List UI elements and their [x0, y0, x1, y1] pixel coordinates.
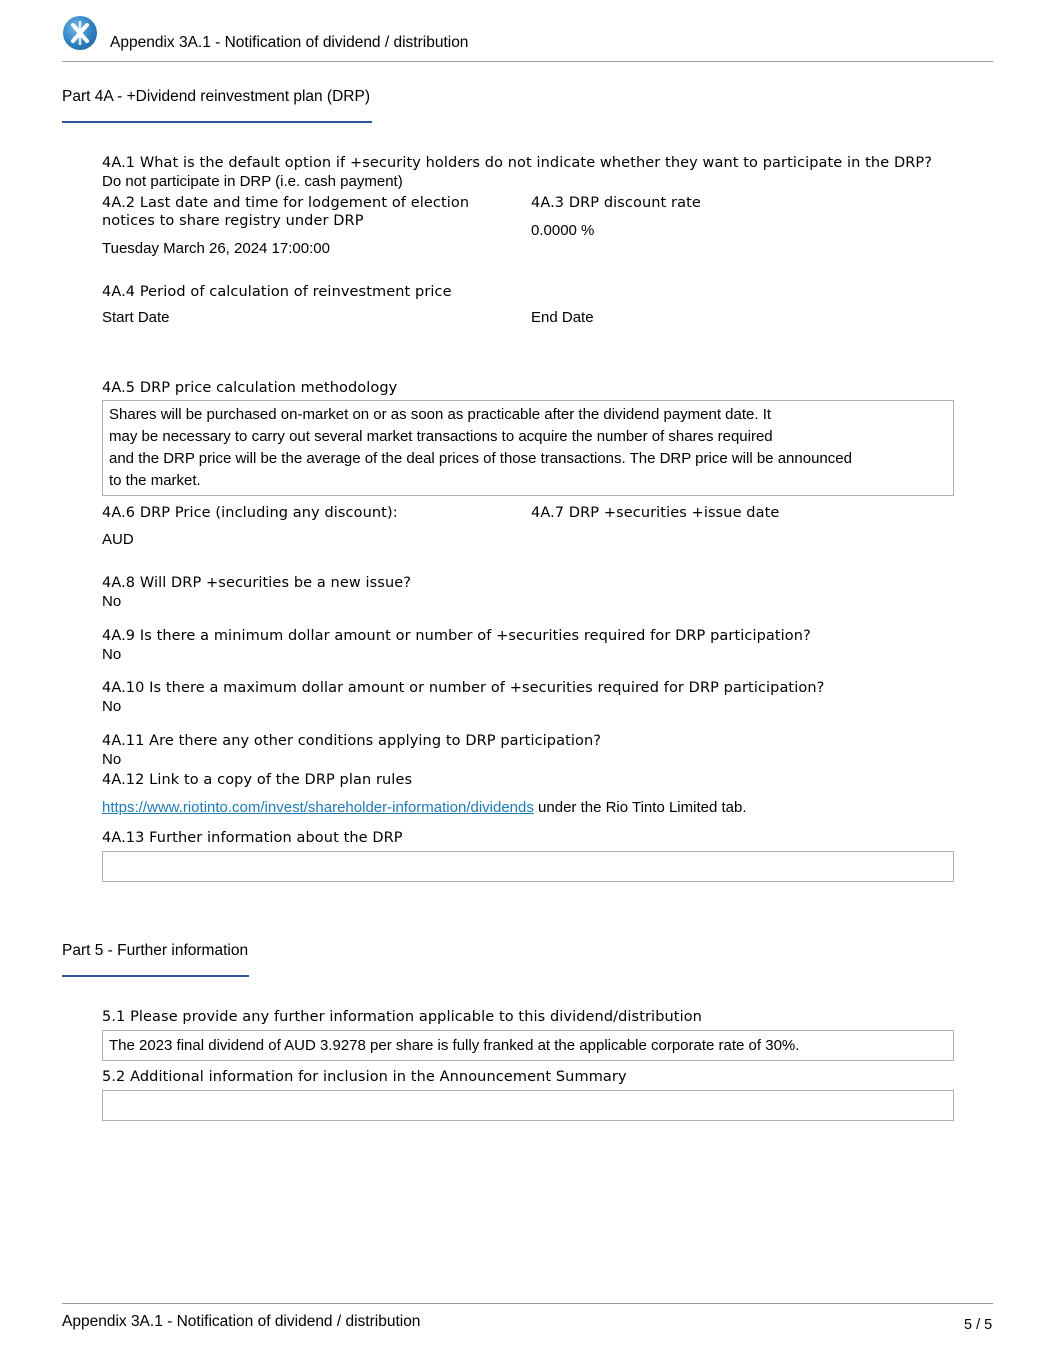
part-5-underline [62, 975, 249, 977]
q4a10-value: No [102, 698, 122, 715]
part-4a-title: Part 4A - +Dividend reinvestment plan (DRP) [62, 88, 370, 105]
q4a1-label: 4A.1 What is the default option if +security holders do not indicate whether they want to participate in the DRP? [102, 155, 933, 171]
q4a8-value: No [102, 593, 122, 610]
footer-divider [62, 1303, 993, 1304]
q4a7-label: 4A.7 DRP +securities +issue date [531, 505, 780, 521]
q4a2-value: Tuesday March 26, 2024 17:00:00 [102, 240, 330, 257]
q4a4-start-date: Start Date [102, 309, 170, 326]
q4a2-label-line2: notices to share registry under DRP [102, 213, 364, 229]
q4a10-label: 4A.10 Is there a maximum dollar amount or number of +securities required for DRP participation? [102, 680, 825, 696]
q4a11-value: No [102, 751, 122, 768]
asx-logo [63, 16, 97, 50]
q4a5-textbox [102, 400, 954, 496]
q52-label: 5.2 Additional information for inclusion in the Announcement Summary [102, 1069, 627, 1085]
q51-value: The 2023 final dividend of AUD 3.9278 per share is fully franked at the applicable corporate rate of 30%. [109, 1037, 800, 1054]
part-5-title: Part 5 - Further information [62, 942, 249, 959]
q4a8-label: 4A.8 Will DRP +securities be a new issue? [102, 575, 412, 591]
q52-textbox [102, 1090, 954, 1121]
q4a12-label: 4A.12 Link to a copy of the DRP plan rules [102, 772, 413, 788]
q4a6-value: AUD [102, 531, 134, 548]
q4a3-label: 4A.3 DRP discount rate [531, 195, 701, 211]
q4a4-label: 4A.4 Period of calculation of reinvestment price [102, 284, 452, 300]
q4a5-line: and the DRP price will be the average of the deal prices of those transactions. The DRP price will be announced [109, 450, 852, 467]
q4a9-label: 4A.9 Is there a minimum dollar amount or number of +securities required for DRP participation? [102, 628, 811, 644]
q4a6-label: 4A.6 DRP Price (including any discount): [102, 505, 398, 521]
asx-logo-icon [63, 16, 97, 50]
q4a9-value: No [102, 646, 122, 663]
header-title: Appendix 3A.1 - Notification of dividend / distribution [110, 34, 469, 51]
q4a1-value: Do not participate in DRP (i.e. cash payment) [102, 173, 403, 190]
part-4a-underline [62, 121, 372, 123]
q4a2-label-line1: 4A.2 Last date and time for lodgement of election [102, 195, 470, 211]
drp-rules-link[interactable]: https://www.riotinto.com/invest/shareholder-information/dividends [102, 799, 534, 816]
q4a4-end-date: End Date [531, 309, 594, 326]
q4a13-textbox [102, 851, 954, 882]
q4a5-label: 4A.5 DRP price calculation methodology [102, 380, 398, 396]
q51-textbox [102, 1030, 954, 1061]
q4a5-line: Shares will be purchased on-market on or as soon as practicable after the dividend payment date. It [109, 406, 772, 423]
q52-value [103, 1091, 953, 1101]
q4a12-suffix: under the Rio Tinto Limited tab. [533, 799, 747, 816]
header-divider [62, 61, 993, 62]
q4a5-line: to the market. [109, 472, 201, 489]
footer-title: Appendix 3A.1 - Notification of dividend / distribution [62, 1313, 421, 1330]
q4a5-line: may be necessary to carry out several market transactions to acquire the number of shares required [109, 428, 773, 445]
q51-label: 5.1 Please provide any further information applicable to this dividend/distribution [102, 1009, 702, 1025]
q4a13-value [103, 852, 953, 862]
q4a13-label: 4A.13 Further information about the DRP [102, 830, 403, 846]
q4a11-label: 4A.11 Are there any other conditions applying to DRP participation? [102, 733, 602, 749]
q4a12-value [102, 799, 747, 816]
page-number: 5 / 5 [964, 1317, 993, 1333]
q4a3-value: 0.0000 % [531, 222, 595, 239]
